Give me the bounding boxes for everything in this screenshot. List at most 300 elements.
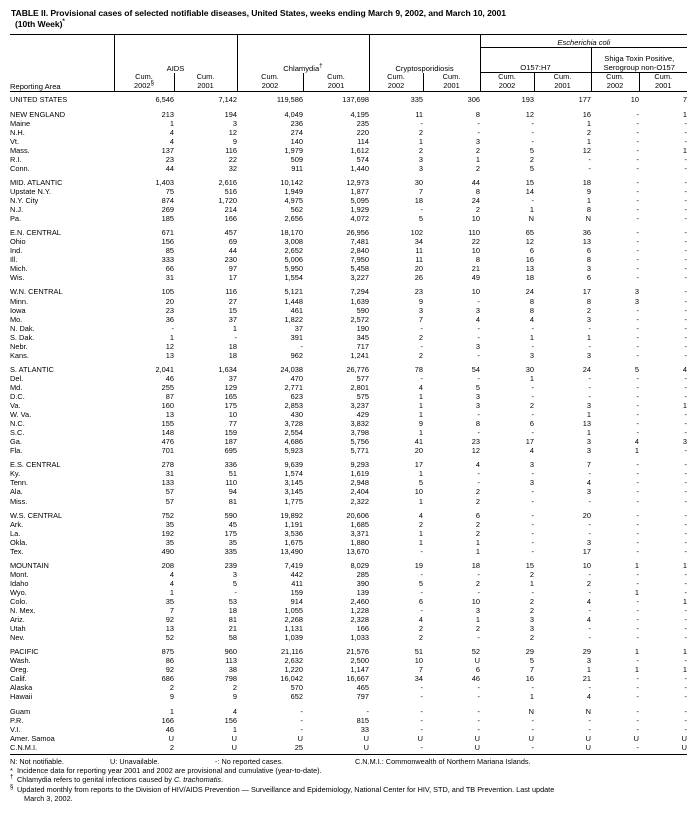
- row-value-col-9: 1: [634, 446, 639, 456]
- row-value-col-9: -: [636, 496, 639, 506]
- row-value-col-2: 97: [228, 264, 237, 274]
- row-value-col-6: -: [477, 428, 480, 438]
- table-row: [10, 547, 687, 556]
- row-area-label: Upstate N.Y.: [10, 187, 51, 197]
- row-value-col-5: 5: [418, 578, 423, 588]
- row-value-col-9: 1: [634, 647, 639, 657]
- row-value-col-10: -: [684, 163, 688, 173]
- row-value-col-10: -: [684, 228, 688, 238]
- row-value-col-10: -: [684, 656, 688, 666]
- table-row: [10, 487, 687, 496]
- row-value-col-2: 695: [224, 446, 237, 456]
- table-row: [10, 478, 687, 487]
- row-value-col-6: -: [477, 478, 480, 488]
- row-value-col-2: 214: [224, 205, 237, 215]
- row-value-col-1: 85: [165, 246, 174, 256]
- row-value-col-4: 20,606: [346, 510, 369, 520]
- row-value-col-3: 461: [290, 305, 303, 315]
- row-area-label: Iowa: [10, 305, 26, 315]
- row-value-col-1: 148: [161, 428, 174, 438]
- row-value-col-1: 278: [161, 460, 174, 470]
- header-col-aids-2002: Cum. 2002§: [114, 73, 174, 91]
- row-value-col-6: 3: [475, 341, 480, 351]
- row-value-col-1: 4: [169, 136, 174, 146]
- row-value-col-9: -: [636, 127, 639, 137]
- row-area-label: Pa.: [10, 214, 22, 224]
- row-value-col-9: -: [636, 255, 639, 265]
- row-value-col-6: 2: [475, 205, 480, 215]
- row-value-col-3: 3,145: [284, 487, 303, 497]
- row-value-col-2: 1,720: [218, 196, 237, 206]
- row-value-col-7: 3: [529, 624, 534, 634]
- row-value-col-4: 235: [356, 118, 369, 128]
- row-value-col-6: 6: [475, 665, 480, 675]
- row-value-col-6: 6: [475, 510, 480, 520]
- table-row: [10, 538, 687, 547]
- row-value-col-3: -: [300, 341, 303, 351]
- row-value-col-5: 7: [418, 314, 423, 324]
- row-value-col-10: -: [684, 624, 688, 634]
- row-value-col-9: -: [636, 273, 639, 283]
- row-value-col-5: 17: [414, 460, 423, 470]
- row-area-label: Md.: [10, 382, 23, 392]
- row-value-col-8: 3: [586, 314, 591, 324]
- table-row: [10, 324, 687, 333]
- row-value-col-1: -: [171, 323, 174, 333]
- row-value-col-4: 8,029: [350, 560, 369, 570]
- legend-cnmi: C.N.M.I.: Commonwealth of Northern Mariana Islands.: [355, 756, 531, 766]
- row-value-col-3: 21,116: [280, 647, 303, 657]
- header-row-ecoli-group: [10, 35, 687, 48]
- row-value-col-5: -: [420, 606, 423, 616]
- footnote-section-continuation: March 3, 2002.: [24, 793, 73, 803]
- header-col-o157-2001: Cum. 2001: [534, 73, 591, 91]
- row-value-col-1: 185: [161, 214, 174, 224]
- row-value-col-1: 2: [169, 683, 174, 693]
- row-value-col-3: 18,170: [280, 228, 303, 238]
- row-value-col-10: -: [684, 373, 688, 383]
- row-value-col-4: 1,639: [350, 296, 369, 306]
- row-value-col-3: 9,639: [284, 460, 303, 470]
- row-value-col-8: 10: [582, 560, 591, 570]
- row-value-col-7: 4: [529, 314, 534, 324]
- row-value-col-3: 2,771: [284, 382, 303, 392]
- row-value-col-2: 335: [224, 546, 237, 556]
- row-value-col-4: 2,948: [350, 478, 369, 488]
- row-area-label: Idaho: [10, 578, 29, 588]
- row-value-col-5: 2: [418, 127, 423, 137]
- table-row: [10, 743, 687, 752]
- table-row: [10, 633, 687, 642]
- table-row: [10, 342, 687, 351]
- row-value-col-3: 5,006: [284, 255, 303, 265]
- row-value-col-3: 2,632: [284, 656, 303, 666]
- row-value-col-2: -: [234, 587, 237, 597]
- table-row: [10, 273, 687, 282]
- row-value-col-8: U: [585, 742, 591, 752]
- row-value-col-1: 1,403: [155, 177, 174, 187]
- row-value-col-10: -: [684, 196, 688, 206]
- table-row: [10, 246, 687, 255]
- row-value-col-7: 5: [529, 163, 534, 173]
- row-value-col-4: -: [366, 706, 369, 716]
- row-value-col-8: 8: [586, 296, 591, 306]
- row-value-col-3: 5,121: [284, 287, 303, 297]
- table-row: [10, 237, 687, 246]
- row-value-col-7: -: [531, 742, 534, 752]
- row-value-col-5: 102: [410, 228, 423, 238]
- row-value-col-3: 1,675: [284, 537, 303, 547]
- row-value-col-2: 9: [232, 692, 237, 702]
- row-value-col-7: 1: [529, 205, 534, 215]
- table-row: [10, 674, 687, 683]
- row-value-col-9: -: [636, 187, 639, 197]
- row-value-col-9: -: [636, 163, 639, 173]
- row-value-col-2: 5: [232, 578, 237, 588]
- row-area-label: Oreg.: [10, 665, 29, 675]
- row-value-col-2: 1,634: [218, 364, 237, 374]
- table-row-region: [10, 460, 687, 469]
- row-value-col-7: U: [528, 733, 534, 743]
- row-value-col-5: 18: [414, 196, 423, 206]
- row-area-label: N.J.: [10, 205, 24, 215]
- row-value-col-6: 3: [475, 305, 480, 315]
- table-row: [10, 214, 687, 223]
- row-value-col-8: -: [588, 154, 591, 164]
- row-value-col-3: 1,039: [284, 633, 303, 643]
- row-value-col-9: -: [636, 674, 639, 684]
- row-value-col-6: 2: [475, 519, 480, 529]
- row-value-col-10: -: [684, 510, 688, 520]
- row-value-col-4: 2,801: [350, 382, 369, 392]
- row-value-col-10: -: [684, 537, 688, 547]
- row-value-col-7: 3: [529, 615, 534, 625]
- row-value-col-3: 391: [290, 332, 303, 342]
- row-value-col-10: -: [684, 392, 688, 401]
- table-row: [10, 128, 687, 137]
- page-title: [11, 8, 683, 30]
- row-value-col-1: 31: [165, 273, 174, 283]
- row-value-col-8: -: [588, 606, 591, 616]
- row-value-col-9: 10: [630, 94, 639, 104]
- row-value-col-4: 797: [356, 692, 369, 702]
- row-value-col-5: -: [420, 724, 423, 734]
- row-value-col-1: 2: [169, 742, 174, 752]
- row-value-col-10: -: [684, 305, 688, 315]
- row-value-col-6: U: [474, 656, 480, 666]
- row-value-col-5: 34: [414, 674, 423, 684]
- row-value-col-3: 411: [291, 578, 303, 588]
- header-group-cryptosporidiosis: Cryptosporidiosis: [369, 48, 480, 73]
- header-subgroup-o157h7: O157:H7: [480, 48, 591, 73]
- legend-no-reported-cases: -: No reported cases.: [215, 756, 284, 766]
- row-value-col-3: -: [300, 706, 303, 716]
- row-value-col-4: 13,670: [346, 546, 369, 556]
- row-value-col-1: 9: [169, 692, 174, 702]
- row-value-col-4: 7,294: [350, 287, 369, 297]
- row-area-label: Maine: [10, 118, 31, 128]
- row-value-col-6: -: [477, 296, 480, 306]
- row-value-col-7: -: [531, 510, 534, 520]
- row-value-col-9: -: [636, 314, 639, 324]
- row-value-col-7: -: [531, 537, 534, 547]
- row-value-col-2: 166: [224, 214, 237, 224]
- row-value-col-5: 1: [418, 392, 423, 401]
- row-value-col-2: 159: [224, 428, 237, 438]
- row-value-col-3: 1,220: [284, 665, 303, 675]
- row-value-col-3: 1,055: [284, 606, 303, 616]
- row-value-col-10: -: [684, 154, 688, 164]
- row-value-col-1: 4: [169, 578, 174, 588]
- row-value-col-1: 105: [161, 287, 174, 297]
- row-value-col-2: 18: [228, 606, 237, 616]
- row-value-col-3: 1,949: [284, 187, 303, 197]
- row-value-col-1: 133: [161, 478, 174, 488]
- row-value-col-9: -: [636, 205, 639, 215]
- table-row: [10, 315, 687, 324]
- row-value-col-6: 110: [468, 228, 480, 238]
- row-value-col-10: 1: [682, 647, 688, 657]
- row-value-col-5: -: [420, 692, 423, 702]
- row-value-col-7: 29: [525, 647, 534, 657]
- row-value-col-10: -: [684, 287, 688, 297]
- row-area-label: Miss.: [10, 496, 28, 506]
- row-value-col-5: 23: [414, 287, 423, 297]
- row-area-label: Del.: [10, 373, 24, 383]
- row-area-label: Tex.: [10, 546, 24, 556]
- row-value-col-9: -: [636, 569, 639, 579]
- row-value-col-4: 5,458: [350, 264, 369, 274]
- row-value-col-6: -: [477, 633, 480, 643]
- row-value-col-4: 5,771: [350, 446, 369, 456]
- row-value-col-2: 81: [228, 496, 237, 506]
- row-value-col-8: -: [588, 341, 591, 351]
- row-value-col-4: 1,147: [350, 665, 369, 675]
- row-value-col-5: 9: [418, 296, 423, 306]
- row-value-col-5: -: [420, 341, 423, 351]
- row-value-col-1: 35: [165, 537, 174, 547]
- row-value-col-6: -: [477, 724, 480, 734]
- row-value-col-9: -: [636, 478, 639, 488]
- row-value-col-9: 1: [634, 587, 639, 597]
- row-value-col-5: -: [420, 706, 423, 716]
- row-value-col-5: 2: [418, 633, 423, 643]
- header-spacer-crypto: [369, 35, 480, 48]
- row-value-col-10: -: [684, 187, 688, 197]
- row-value-col-3: 16,042: [280, 674, 303, 684]
- row-value-col-10: -: [684, 519, 688, 529]
- row-value-col-10: -: [684, 569, 688, 579]
- row-value-col-4: 1,929: [350, 205, 369, 215]
- row-value-col-4: 285: [356, 569, 369, 579]
- row-area-label: Utah: [10, 624, 26, 634]
- row-value-col-1: 701: [161, 446, 174, 456]
- row-value-col-5: 41: [414, 437, 423, 447]
- row-value-col-7: 65: [525, 228, 534, 238]
- row-value-col-6: -: [477, 127, 480, 137]
- row-value-col-4: 137,698: [342, 94, 369, 104]
- row-value-col-4: 114: [357, 136, 369, 146]
- row-value-col-3: 1,448: [284, 296, 303, 306]
- row-value-col-6: -: [477, 569, 480, 579]
- row-value-col-6: 1: [475, 154, 480, 164]
- row-value-col-3: 4,049: [284, 109, 303, 119]
- row-value-col-7: 8: [529, 305, 534, 315]
- row-area-label: Conn.: [10, 163, 30, 173]
- row-value-col-2: 129: [224, 382, 237, 392]
- table-row: [10, 264, 687, 273]
- row-value-col-7: -: [531, 683, 534, 693]
- row-value-col-8: 6: [586, 246, 591, 256]
- row-value-col-5: 1: [418, 528, 423, 538]
- row-value-col-1: 490: [161, 546, 174, 556]
- header-col-shiga-2001: Cum. 2001: [639, 73, 687, 91]
- table-row: [10, 374, 687, 383]
- row-value-col-2: 2: [232, 683, 237, 693]
- table-row: [10, 579, 687, 588]
- row-value-col-2: 18: [228, 350, 237, 360]
- row-value-col-5: 9: [418, 419, 423, 429]
- row-area-label: Colo.: [10, 596, 28, 606]
- row-value-col-8: 8: [586, 205, 591, 215]
- row-value-col-8: -: [588, 569, 591, 579]
- table-row: [10, 716, 687, 725]
- row-value-col-10: -: [684, 615, 688, 625]
- row-value-col-10: -: [684, 528, 688, 538]
- table-row: [10, 351, 687, 360]
- row-value-col-10: 1: [682, 109, 688, 119]
- table-row-region: [10, 228, 687, 237]
- row-value-col-2: 1: [232, 724, 237, 734]
- row-value-col-6: 8: [475, 419, 480, 429]
- row-value-col-9: -: [636, 196, 639, 206]
- row-value-col-9: -: [636, 109, 639, 119]
- row-value-col-4: 4,072: [350, 214, 369, 224]
- row-value-col-9: U: [633, 733, 639, 743]
- row-value-col-5: 1: [418, 537, 423, 547]
- row-value-col-8: 177: [578, 94, 591, 104]
- row-value-col-1: 2,041: [155, 364, 174, 374]
- row-area-label: S.C.: [10, 428, 25, 438]
- row-value-col-6: 4: [475, 314, 480, 324]
- row-value-col-5: 26: [414, 273, 423, 283]
- row-value-col-9: -: [636, 332, 639, 342]
- row-value-col-8: 1: [586, 410, 591, 420]
- row-value-col-6: -: [477, 350, 480, 360]
- row-area-label: MOUNTAIN: [10, 560, 49, 570]
- table-row: [10, 725, 687, 734]
- row-value-col-3: 37: [294, 323, 303, 333]
- row-value-col-4: 7,950: [350, 255, 369, 265]
- row-value-col-7: 3: [529, 478, 534, 488]
- row-value-col-2: 10: [228, 410, 237, 420]
- row-value-col-1: 86: [165, 656, 174, 666]
- table-row: [10, 419, 687, 428]
- row-value-col-2: 37: [228, 314, 237, 324]
- row-value-col-1: 476: [161, 437, 174, 447]
- row-area-label: Ala.: [10, 487, 23, 497]
- table-row: [10, 615, 687, 624]
- row-value-col-1: 13: [165, 410, 174, 420]
- row-area-label: N.H.: [10, 127, 25, 137]
- row-value-col-3: 119,586: [276, 94, 303, 104]
- table-row: [10, 692, 687, 701]
- row-value-col-10: -: [684, 496, 688, 506]
- row-value-col-1: 156: [161, 237, 174, 247]
- row-value-col-4: 717: [356, 341, 369, 351]
- table-row: [10, 734, 687, 743]
- row-value-col-6: 22: [471, 237, 480, 247]
- row-value-col-6: 2: [475, 145, 480, 155]
- row-area-label: S. Dak.: [10, 332, 35, 342]
- row-value-col-9: -: [636, 410, 639, 420]
- footnote-dagger: [10, 775, 687, 784]
- row-value-col-2: 21: [228, 624, 237, 634]
- row-area-label: V.I.: [10, 724, 21, 734]
- row-value-col-1: 75: [165, 187, 174, 197]
- row-value-col-7: 1: [529, 332, 534, 342]
- row-value-col-7: 193: [521, 94, 534, 104]
- row-value-col-5: 335: [410, 94, 423, 104]
- row-value-col-7: 2: [529, 606, 534, 616]
- row-value-col-7: -: [531, 519, 534, 529]
- header-spacer-aids: [114, 35, 237, 48]
- row-value-col-3: 19,892: [280, 510, 303, 520]
- row-value-col-2: 37: [228, 373, 237, 383]
- table-body: [10, 91, 687, 752]
- row-value-col-9: -: [636, 305, 639, 315]
- row-value-col-6: 23: [471, 437, 480, 447]
- row-value-col-3: 1,775: [284, 496, 303, 506]
- row-value-col-3: 911: [291, 163, 303, 173]
- row-area-label: Wis.: [10, 273, 25, 283]
- row-value-col-5: 6: [418, 596, 423, 606]
- table-row: [10, 597, 687, 606]
- row-value-col-1: 44: [165, 163, 174, 173]
- row-value-col-5: 11: [415, 109, 423, 119]
- row-value-col-5: 1: [418, 136, 423, 146]
- row-value-col-1: 92: [165, 665, 174, 675]
- row-value-col-6: 10: [471, 596, 480, 606]
- row-area-label: Mo.: [10, 314, 23, 324]
- row-value-col-4: 3,371: [350, 528, 369, 538]
- table-row: [10, 297, 687, 306]
- row-value-col-1: 36: [165, 314, 174, 324]
- table-row: [10, 205, 687, 214]
- header-col-chlamydia-2001: Cum. 2001: [303, 73, 369, 91]
- row-value-col-10: -: [684, 264, 688, 274]
- row-value-col-3: -: [300, 715, 303, 725]
- row-area-label: Mass.: [10, 145, 30, 155]
- row-value-col-6: 52: [471, 647, 480, 657]
- row-value-col-6: -: [477, 410, 480, 420]
- row-area-label: E.S. CENTRAL: [10, 460, 61, 470]
- row-area-label: E.N. CENTRAL: [10, 228, 61, 238]
- row-value-col-8: 1: [586, 118, 591, 128]
- row-value-col-3: -: [300, 724, 303, 734]
- row-value-col-9: -: [636, 578, 639, 588]
- row-value-col-7: -: [531, 587, 534, 597]
- header-col-o157-2002: Cum. 2002: [480, 73, 534, 91]
- row-value-col-8: 13: [582, 419, 591, 429]
- table-row: [10, 187, 687, 196]
- row-value-col-8: 3: [586, 537, 591, 547]
- row-value-col-9: -: [636, 510, 639, 520]
- row-value-col-3: 236: [290, 118, 303, 128]
- row-value-col-1: 1: [169, 332, 174, 342]
- row-value-col-3: 2,554: [284, 428, 303, 438]
- row-value-col-10: -: [684, 633, 688, 643]
